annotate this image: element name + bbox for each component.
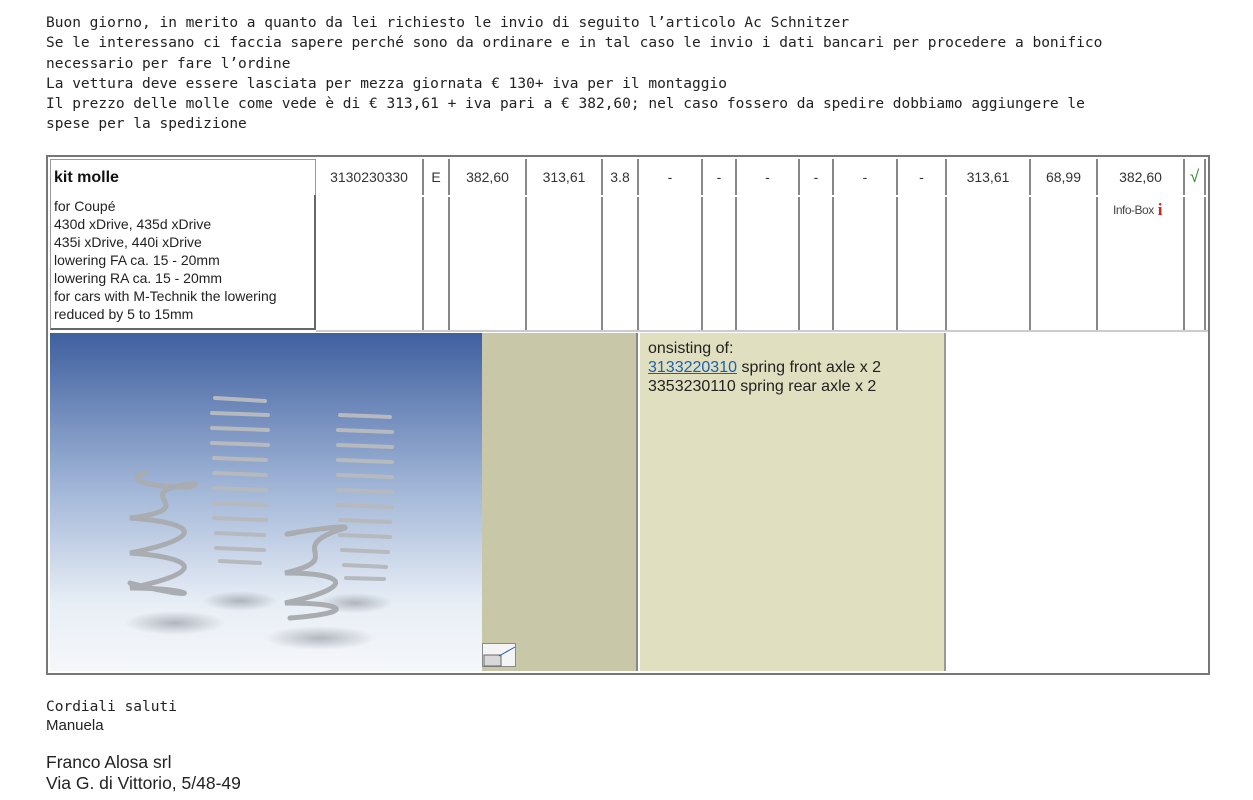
consisting-panel [640,333,946,671]
gross-price-cell: 382,60 [450,159,527,195]
component-row [648,358,936,377]
component-part-link[interactable]: 3133220310 [648,359,737,376]
info-box-label: Info-Box [1113,203,1154,217]
component-desc: spring front axle x 2 [741,359,882,376]
intro-line: Buon giorno, in merito a quanto da lei richiesto le invio di seguito l’articolo Ac Schnitzer [46,15,850,31]
description-line: lowering FA ca. 15 - 20mm [54,252,220,268]
value-cell: - [639,159,703,195]
value-cell: - [898,159,947,195]
component-part-number: 3353230110 [648,378,736,395]
tax-cell: 68,99 [1031,159,1098,195]
intro-line: necessario per fare l’ordine [46,55,291,72]
gross-total-cell: 382,60 [1098,159,1185,195]
column-divider [947,197,1031,330]
check-icon[interactable]: √ [1185,159,1206,195]
email-intro [46,13,1246,135]
component-row [648,377,936,396]
column-divider [527,197,603,330]
item-description [50,195,316,330]
info-box-button[interactable] [1113,200,1162,220]
intro-line: Se le interessano ci faccia sapere perché sono da ordinare e in tal caso le invio i dati bancari per procedere a bonifico [46,35,1103,52]
component-desc: spring rear axle x 2 [740,378,877,395]
company-name: Franco Alosa srl [46,752,172,772]
column-divider [898,197,947,330]
description-line: 435i xDrive, 440i xDrive [54,234,202,250]
net-total-cell: 313,61 [947,159,1031,195]
description-line: for cars with M-Technik the lowering [54,288,277,304]
column-divider [1031,197,1098,330]
email-signature [46,697,177,735]
code-cell: E [424,159,450,195]
item-name: kit molle [50,159,316,195]
description-line: for Coupé [54,198,116,214]
value-cell: - [834,159,898,195]
column-divider [639,197,703,330]
column-divider [316,197,424,330]
closing-text: Cordiali saluti [46,699,177,715]
parts-table-screenshot [46,155,1210,675]
product-image [50,333,482,671]
springs-image [50,333,482,671]
column-divider [703,197,737,330]
part-number-cell: 3130230330 [316,159,424,195]
weight-cell: 3.8 [603,159,639,195]
column-divider [834,197,898,330]
image-side-panel [482,333,638,671]
net-price-cell: 313,61 [527,159,603,195]
info-icon: i [1157,200,1163,219]
sender-name: Manuela [46,717,104,735]
info-box-column [1098,197,1185,330]
column-divider [1185,197,1206,330]
column-divider [603,197,639,330]
company-address: Via G. di Vittorio, 5/48-49 [46,772,241,793]
value-cell: - [800,159,834,195]
column-divider [800,197,834,330]
column-divider [450,197,527,330]
description-line: reduced by 5 to 15mm [54,306,194,322]
intro-line: Il prezzo delle molle come vede è di € 313,61 + iva pari a € 382,60; nel caso fossero da spedire dobbiamo aggiungere le [46,96,1085,113]
row-separator [316,330,1208,332]
enlarge-image-icon[interactable] [482,643,516,667]
column-divider [737,197,800,330]
column-divider [424,197,450,330]
description-line: lowering RA ca. 15 - 20mm [54,270,223,286]
intro-line: La vettura deve essere lasciata per mezza giornata € 130+ iva per il montaggio [46,75,727,92]
intro-line: spese per la spedizione [46,116,247,133]
value-cell: - [737,159,800,195]
image-background [50,333,482,671]
value-cell: - [703,159,737,195]
description-line: 430d xDrive, 435d xDrive [54,216,212,232]
company-block [46,752,241,793]
consisting-title: onsisting of: [648,340,734,357]
